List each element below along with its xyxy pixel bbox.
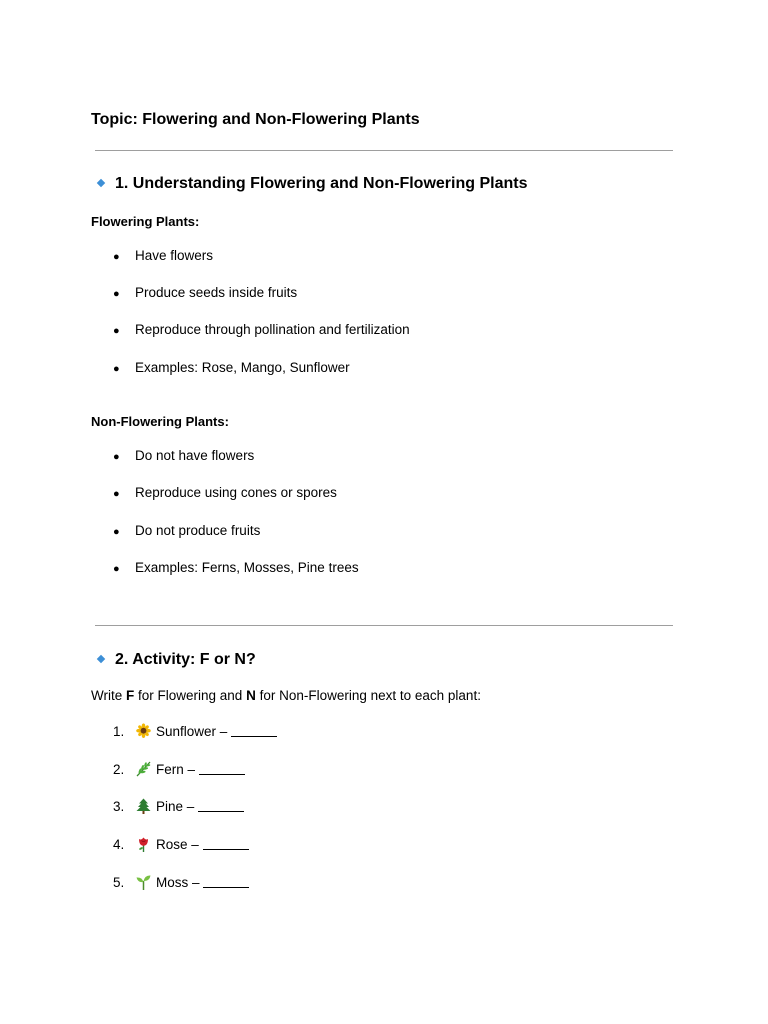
fern-icon xyxy=(135,761,152,777)
answer-blank[interactable] xyxy=(199,762,245,775)
bullet-icon: ● xyxy=(113,451,120,463)
instruction-bold-f: F xyxy=(126,688,135,703)
sunflower-icon xyxy=(135,723,152,739)
list-item-text: Do not produce fruits xyxy=(135,523,261,538)
answer-blank[interactable] xyxy=(203,875,249,888)
item-label: Moss – xyxy=(156,875,200,890)
item-number: 4. xyxy=(113,837,125,852)
list-item xyxy=(113,322,410,339)
section-heading-activity xyxy=(96,650,256,670)
list-item-text: Produce seeds inside fruits xyxy=(135,285,298,300)
page-title: Topic: Flowering and Non-Flowering Plants xyxy=(91,111,420,128)
item-number: 1. xyxy=(113,724,125,739)
list-item xyxy=(113,248,213,265)
rose-icon xyxy=(135,836,152,852)
activity-item xyxy=(113,874,249,891)
activity-item xyxy=(113,836,249,853)
list-item xyxy=(113,285,297,302)
instruction-text: for Flowering and xyxy=(134,688,247,703)
item-label: Fern – xyxy=(156,762,196,777)
list-item xyxy=(113,360,350,377)
item-label: Rose – xyxy=(156,837,199,852)
instruction-text: for Non-Flowering next to each plant: xyxy=(255,688,481,703)
list-item-text: Examples: Ferns, Mosses, Pine trees xyxy=(135,560,359,575)
bullet-icon: ● xyxy=(113,251,120,263)
list-item xyxy=(113,485,337,502)
diamond-bullet-icon xyxy=(97,179,105,187)
section-heading-text: 1. Understanding Flowering and Non-Flowering Plants xyxy=(115,175,528,192)
instruction-text: Write xyxy=(91,688,127,703)
list-item-text: Reproduce through pollination and fertilization xyxy=(135,322,410,337)
divider xyxy=(95,625,673,626)
non-flowering-plants-label: Non-Flowering Plants: xyxy=(91,414,229,429)
instruction-bold-n: N xyxy=(246,688,256,703)
flowering-plants-label: Flowering Plants: xyxy=(91,214,200,229)
item-label: Pine – xyxy=(156,799,195,814)
bullet-icon: ● xyxy=(113,526,120,538)
section-heading-understanding xyxy=(96,174,527,194)
divider xyxy=(95,150,673,151)
activity-item xyxy=(113,798,244,815)
list-item xyxy=(113,560,359,577)
list-item-text: Have flowers xyxy=(135,248,214,263)
answer-blank[interactable] xyxy=(198,799,244,812)
list-item-text: Examples: Rose, Mango, Sunflower xyxy=(135,360,350,375)
diamond-bullet-icon xyxy=(97,655,105,663)
item-label: Sunflower – xyxy=(156,724,228,739)
answer-blank[interactable] xyxy=(231,724,277,737)
bullet-icon: ● xyxy=(113,325,120,337)
list-item xyxy=(113,448,254,465)
activity-instruction xyxy=(91,688,481,704)
list-item xyxy=(113,523,260,540)
item-number: 2. xyxy=(113,762,125,777)
bullet-icon: ● xyxy=(113,288,120,300)
item-number: 3. xyxy=(113,799,125,814)
bullet-icon: ● xyxy=(113,488,120,500)
bullet-icon: ● xyxy=(113,563,120,575)
answer-blank[interactable] xyxy=(203,837,249,850)
list-item-text: Do not have flowers xyxy=(135,448,255,463)
activity-item xyxy=(113,723,277,740)
activity-item xyxy=(113,761,245,778)
pine-tree-icon xyxy=(135,798,152,814)
bullet-icon: ● xyxy=(113,363,120,375)
section-heading-text: 2. Activity: F or N? xyxy=(115,651,256,668)
item-number: 5. xyxy=(113,875,125,890)
seedling-icon xyxy=(135,874,152,890)
list-item-text: Reproduce using cones or spores xyxy=(135,485,337,500)
